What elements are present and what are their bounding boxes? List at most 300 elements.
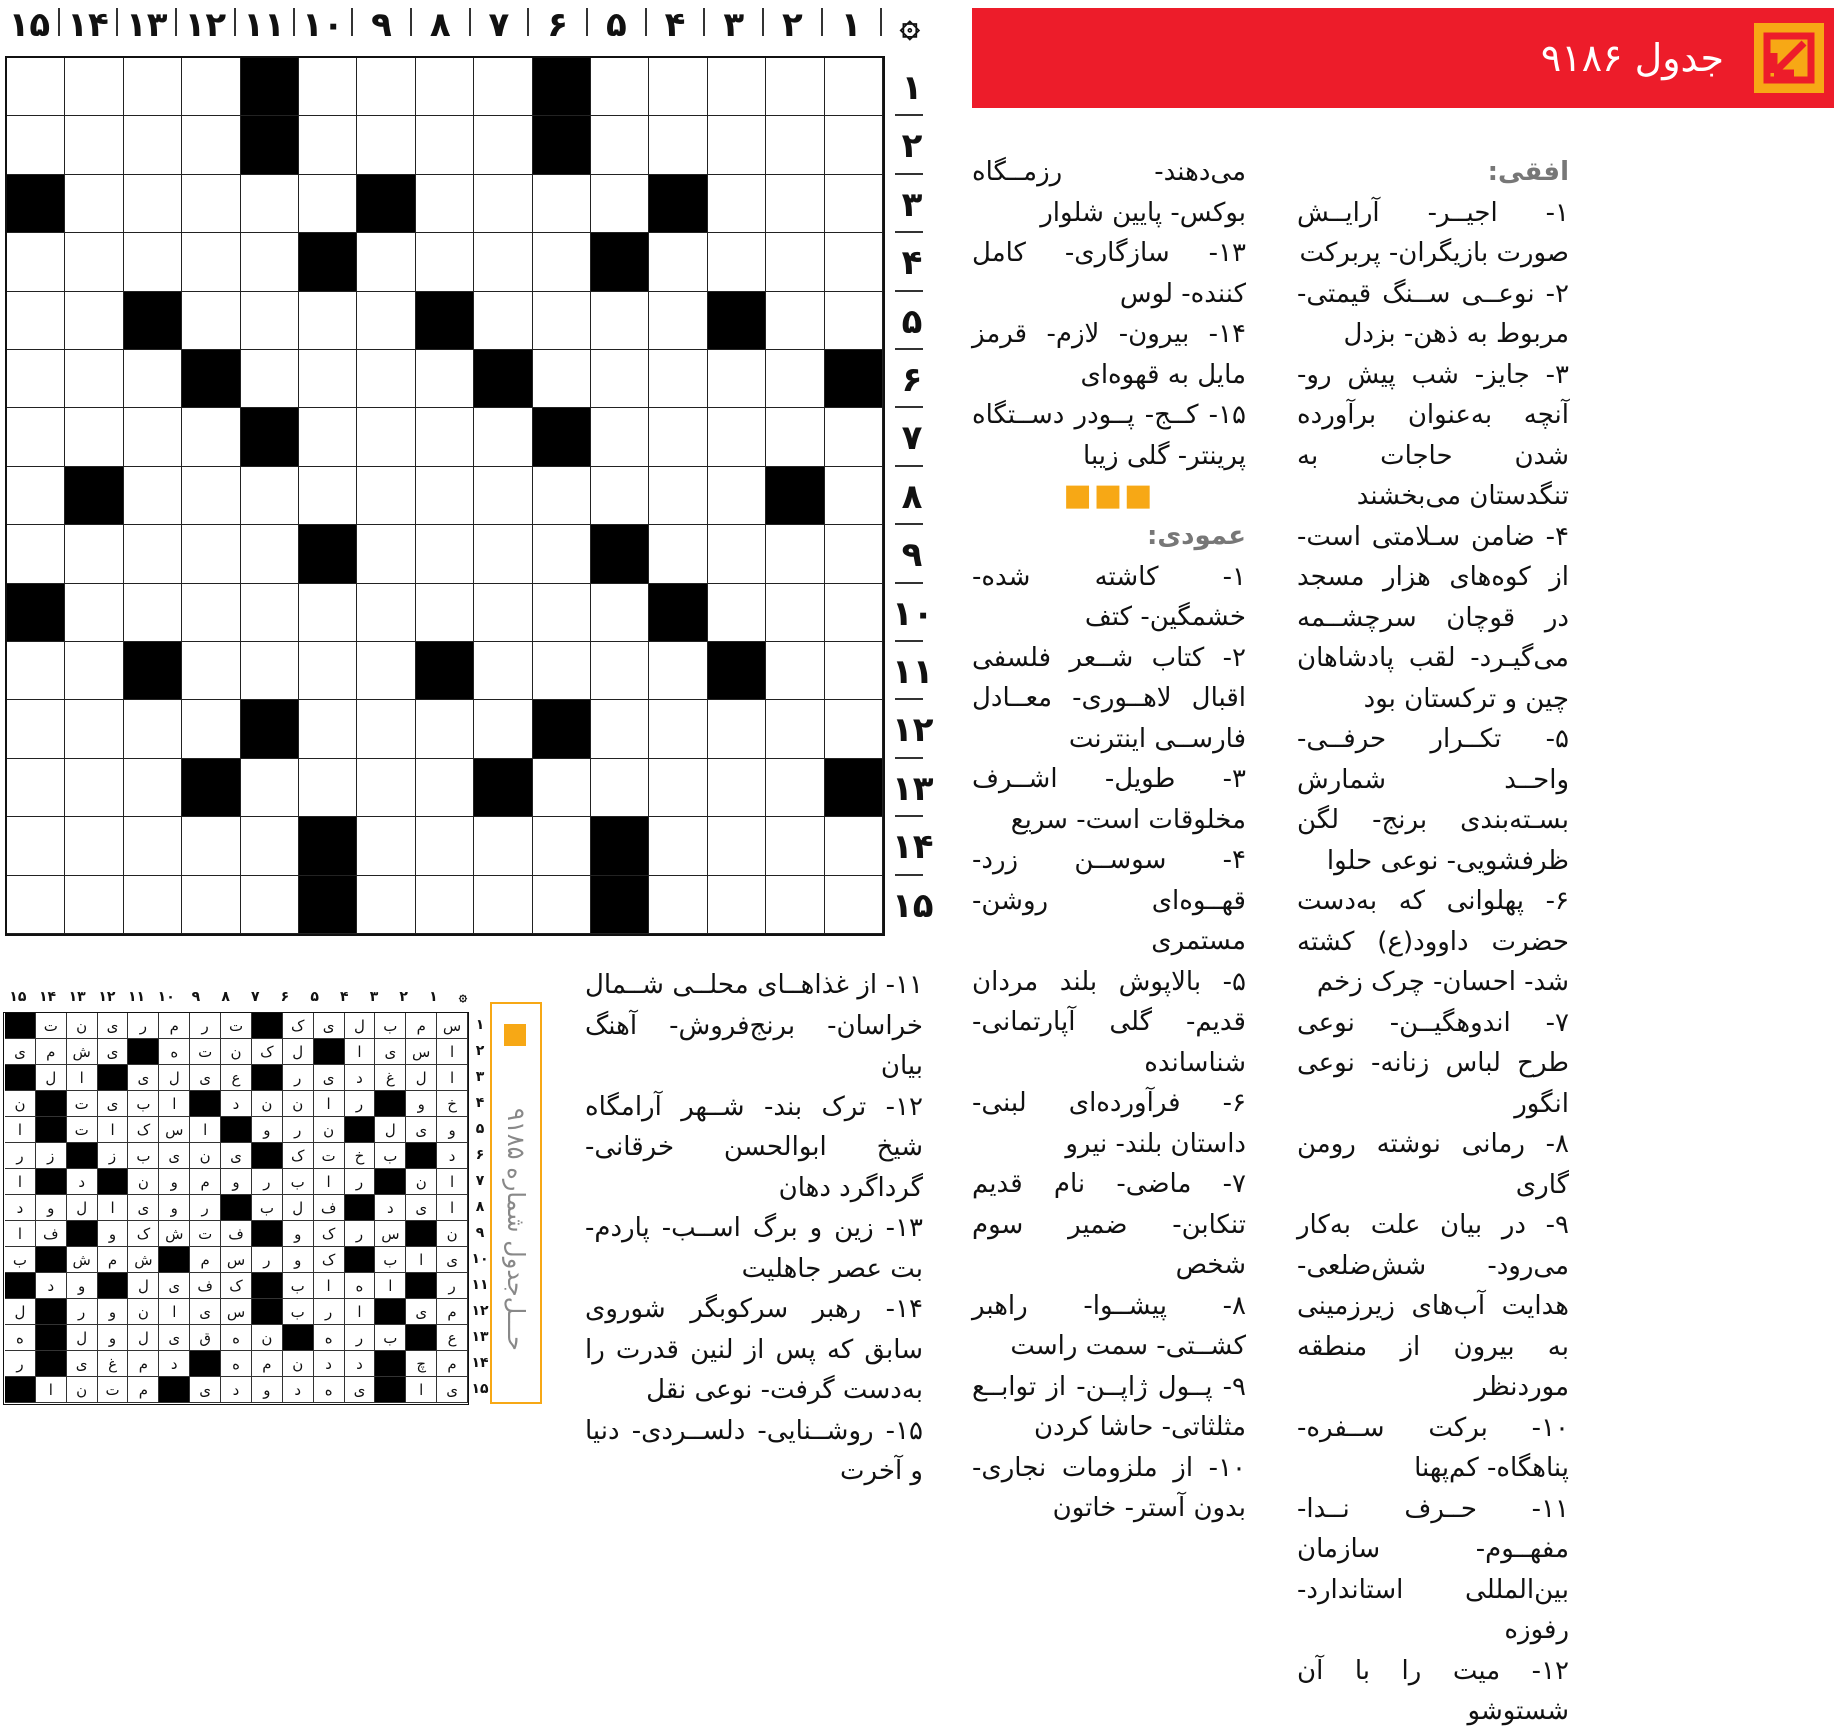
grid-cell[interactable] <box>766 584 824 642</box>
grid-cell[interactable] <box>357 759 415 817</box>
grid-cell[interactable] <box>7 350 65 408</box>
clue: ۵- بالاپوش بلند مردان قدیم- گلی آپارتمانی- شناسانده <box>972 966 1246 1078</box>
grid-cell[interactable] <box>182 642 240 700</box>
grid-cell[interactable] <box>7 292 65 350</box>
solution-cell: ا <box>98 1117 129 1143</box>
grid-cell[interactable] <box>766 525 824 583</box>
grid-cell[interactable] <box>533 817 591 875</box>
grid-cell[interactable] <box>299 116 357 174</box>
grid-cell[interactable] <box>7 700 65 758</box>
grid-cell[interactable] <box>825 292 883 350</box>
grid-cell[interactable] <box>825 116 883 174</box>
grid-cell[interactable] <box>241 876 299 934</box>
grid-cell[interactable] <box>357 116 415 174</box>
solution-black-cell <box>375 1169 406 1195</box>
grid-cell[interactable] <box>7 876 65 934</box>
grid-cell[interactable] <box>591 642 649 700</box>
solution-cell: ن <box>283 1091 314 1117</box>
grid-cell[interactable] <box>474 116 532 174</box>
grid-cell[interactable] <box>825 584 883 642</box>
grid-cell[interactable] <box>299 350 357 408</box>
grid-cell[interactable] <box>357 584 415 642</box>
grid-cell[interactable] <box>124 700 182 758</box>
column-number: ۱ <box>840 5 862 45</box>
column-number: ۱۴ <box>67 5 109 45</box>
grid-cell[interactable] <box>416 584 474 642</box>
column-number: ۹ <box>371 5 392 45</box>
grid-cell[interactable] <box>65 817 123 875</box>
black-cell <box>7 175 65 233</box>
solution-cell: ی <box>159 1325 190 1351</box>
grid-cell[interactable] <box>708 817 766 875</box>
grid-cell[interactable] <box>649 876 707 934</box>
solution-cell: ب <box>283 1299 314 1325</box>
row-separator <box>895 698 923 700</box>
clue: ۱- اجیــر- آرایــش صورت بازیگران- پربرکت <box>1297 197 1569 268</box>
solution-cell: ت <box>221 1013 252 1039</box>
black-cell <box>533 700 591 758</box>
grid-cell[interactable] <box>474 525 532 583</box>
grid-cell[interactable] <box>591 408 649 466</box>
grid-cell[interactable] <box>124 116 182 174</box>
solution-cell: ب <box>375 1247 406 1273</box>
grid-cell[interactable] <box>357 525 415 583</box>
grid-cell[interactable] <box>357 817 415 875</box>
grid-cell[interactable] <box>65 58 123 116</box>
grid-cell[interactable] <box>766 350 824 408</box>
grid-cell[interactable] <box>591 700 649 758</box>
grid-cell[interactable] <box>182 408 240 466</box>
solution-cell: ک <box>128 1221 159 1247</box>
solution-black-cell <box>221 1195 252 1221</box>
grid-cell[interactable] <box>591 292 649 350</box>
grid-cell[interactable] <box>182 175 240 233</box>
grid-cell[interactable] <box>65 876 123 934</box>
grid-cell[interactable] <box>7 408 65 466</box>
black-cell <box>533 116 591 174</box>
black-cell <box>124 292 182 350</box>
solution-cell: ر <box>345 1091 376 1117</box>
clue: ۱۳- زین و برگ اســب- پاردم- بت عصر جاهلیت <box>585 1213 923 1284</box>
grid-cell[interactable] <box>7 642 65 700</box>
grid-cell[interactable] <box>182 700 240 758</box>
grid-cell[interactable] <box>766 233 824 291</box>
grid-cell[interactable] <box>65 642 123 700</box>
grid-cell[interactable] <box>357 700 415 758</box>
grid-cell[interactable] <box>533 525 591 583</box>
grid-cell[interactable] <box>474 876 532 934</box>
grid-cell[interactable] <box>299 467 357 525</box>
grid-cell[interactable] <box>533 759 591 817</box>
column-number: ۱۳ <box>125 5 168 45</box>
grid-cell[interactable] <box>241 817 299 875</box>
solution-cell: ی <box>98 1091 129 1117</box>
grid-cell[interactable] <box>416 350 474 408</box>
grid-cell[interactable] <box>357 292 415 350</box>
solution-cell: ر <box>345 1325 376 1351</box>
grid-cell[interactable] <box>299 292 357 350</box>
grid-cell[interactable] <box>533 175 591 233</box>
grid-cell[interactable] <box>241 642 299 700</box>
grid-cell[interactable] <box>65 759 123 817</box>
grid-cell[interactable] <box>7 817 65 875</box>
black-cell <box>708 292 766 350</box>
solution-cell: ا <box>345 1299 376 1325</box>
grid-cell[interactable] <box>416 525 474 583</box>
solution-black-cell <box>345 1117 376 1143</box>
grid-cell[interactable] <box>591 350 649 408</box>
grid-cell[interactable] <box>708 408 766 466</box>
grid-cell[interactable] <box>825 175 883 233</box>
grid-cell[interactable] <box>241 759 299 817</box>
grid-cell[interactable] <box>182 116 240 174</box>
solution-cell: م <box>128 1351 159 1377</box>
grid-cell[interactable] <box>357 408 415 466</box>
grid-cell[interactable] <box>474 175 532 233</box>
grid-cell[interactable] <box>708 350 766 408</box>
grid-cell[interactable] <box>708 876 766 934</box>
solution-cell: د <box>67 1169 98 1195</box>
solution-cell: ن <box>252 1325 283 1351</box>
grid-cell[interactable] <box>299 175 357 233</box>
solution-cell: م <box>437 1299 468 1325</box>
grid-cell[interactable] <box>766 116 824 174</box>
grid-cell[interactable] <box>241 525 299 583</box>
grid-cell[interactable] <box>241 292 299 350</box>
solution-black-cell <box>36 1247 67 1273</box>
grid-cell[interactable] <box>65 350 123 408</box>
grid-cell[interactable] <box>649 642 707 700</box>
grid-cell[interactable] <box>357 467 415 525</box>
grid-cell[interactable] <box>182 58 240 116</box>
clue: ۲- کتاب شــعر فلسفی اقبال لاهــوری- معــادل فارســی اینترنت <box>972 642 1246 754</box>
grid-cell[interactable] <box>766 408 824 466</box>
grid-cell[interactable] <box>825 408 883 466</box>
grid-cell[interactable] <box>65 525 123 583</box>
solution-cell: ب <box>375 1013 406 1039</box>
grid-cell[interactable] <box>825 467 883 525</box>
grid-cell[interactable] <box>825 58 883 116</box>
row-number: ۸ <box>901 476 923 517</box>
solution-cell: ر <box>345 1169 376 1195</box>
grid-cell[interactable] <box>416 817 474 875</box>
grid-cell[interactable] <box>416 700 474 758</box>
grid-cell[interactable] <box>357 233 415 291</box>
grid-cell[interactable] <box>649 350 707 408</box>
grid-cell[interactable] <box>124 584 182 642</box>
grid-cell[interactable] <box>241 233 299 291</box>
solution-cell: ل <box>283 1195 314 1221</box>
grid-cell[interactable] <box>299 759 357 817</box>
grid-cell[interactable] <box>649 58 707 116</box>
solution-cell: د <box>437 1143 468 1169</box>
solution-cell: ی <box>128 1065 159 1091</box>
grid-cell[interactable] <box>474 642 532 700</box>
clue: ۱- کاشته شده- خشمگین- کتف <box>972 561 1246 632</box>
solution-cell: ا <box>67 1065 98 1091</box>
grid-cell[interactable] <box>825 817 883 875</box>
grid-cell[interactable] <box>591 116 649 174</box>
grid-cell[interactable] <box>7 467 65 525</box>
column-number: ۱۰ <box>302 5 344 45</box>
solution-cell: د <box>221 1091 252 1117</box>
solution-cell: س <box>375 1221 406 1247</box>
grid-cell[interactable] <box>766 292 824 350</box>
solution-cell: د <box>221 1377 252 1403</box>
grid-cell[interactable] <box>299 700 357 758</box>
grid-cell[interactable] <box>825 525 883 583</box>
grid-cell[interactable] <box>766 700 824 758</box>
grid-cell[interactable] <box>65 116 123 174</box>
grid-cell[interactable] <box>533 467 591 525</box>
grid-cell[interactable] <box>124 408 182 466</box>
grid-cell[interactable] <box>124 759 182 817</box>
grid-cell[interactable] <box>708 700 766 758</box>
grid-cell[interactable] <box>474 233 532 291</box>
grid-cell[interactable] <box>474 700 532 758</box>
solution-black-cell <box>36 1325 67 1351</box>
grid-cell[interactable] <box>357 58 415 116</box>
black-cell <box>474 350 532 408</box>
grid-cell[interactable] <box>649 817 707 875</box>
grid-cell[interactable] <box>825 700 883 758</box>
solution-cell: م <box>98 1247 129 1273</box>
grid-cell[interactable] <box>825 233 883 291</box>
grid-cell[interactable] <box>708 175 766 233</box>
solution-column-number: ۹ <box>191 989 201 1005</box>
solution-cell: ر <box>437 1273 468 1299</box>
grid-cell[interactable] <box>416 233 474 291</box>
grid-cell[interactable] <box>591 58 649 116</box>
grid-cell[interactable] <box>766 759 824 817</box>
solution-cell: س <box>437 1013 468 1039</box>
grid-cell[interactable] <box>533 876 591 934</box>
solution-column-number: ۷ <box>250 989 260 1005</box>
grid-cell[interactable] <box>357 350 415 408</box>
grid-cell[interactable] <box>357 876 415 934</box>
grid-cell[interactable] <box>182 817 240 875</box>
grid-cell[interactable] <box>124 233 182 291</box>
solution-cell: ا <box>5 1169 36 1195</box>
solution-black-cell <box>221 1117 252 1143</box>
solution-black-cell <box>36 1351 67 1377</box>
column-separator <box>880 8 882 36</box>
column-separator <box>293 8 295 36</box>
grid-cell[interactable] <box>124 525 182 583</box>
solution-cell: چ <box>406 1351 437 1377</box>
grid-cell[interactable] <box>65 408 123 466</box>
grid-cell[interactable] <box>124 175 182 233</box>
grid-cell[interactable] <box>299 584 357 642</box>
solution-black-cell <box>345 1195 376 1221</box>
solution-cell: ز <box>36 1143 67 1169</box>
solution-row-number: ۳ <box>475 1069 485 1085</box>
grid-cell[interactable] <box>474 817 532 875</box>
solution-black-cell <box>190 1091 221 1117</box>
grid-cell[interactable] <box>65 584 123 642</box>
grid-cell[interactable] <box>182 467 240 525</box>
solution-column-number: ۱۴ <box>38 989 57 1005</box>
grid-cell[interactable] <box>182 584 240 642</box>
grid-cell[interactable] <box>474 467 532 525</box>
grid-cell[interactable] <box>533 642 591 700</box>
row-number: ۱۱ <box>892 652 934 692</box>
solution-row-number: ۵ <box>475 1121 485 1137</box>
grid-cell[interactable] <box>299 408 357 466</box>
column-number: ۱۱ <box>243 5 285 45</box>
grid-cell[interactable] <box>182 233 240 291</box>
row-number: ۷ <box>901 418 923 459</box>
grid-cell[interactable] <box>649 233 707 291</box>
grid-cell[interactable] <box>708 116 766 174</box>
solution-cell: ب <box>5 1247 36 1273</box>
solution-cell: ا <box>98 1195 129 1221</box>
grid-cell[interactable] <box>708 467 766 525</box>
solution-column-number: ۱۰ <box>157 989 175 1005</box>
black-cell <box>708 642 766 700</box>
grid-cell[interactable] <box>241 584 299 642</box>
black-cell <box>299 817 357 875</box>
grid-cell[interactable] <box>65 233 123 291</box>
solution-cell: ی <box>345 1377 376 1403</box>
grid-cell[interactable] <box>825 876 883 934</box>
solution-cell: ا <box>5 1117 36 1143</box>
grid-cell[interactable] <box>766 817 824 875</box>
grid-cell[interactable] <box>65 700 123 758</box>
grid-cell[interactable] <box>825 642 883 700</box>
grid-cell[interactable] <box>416 467 474 525</box>
puzzle-header <box>972 8 1834 108</box>
grid-cell[interactable] <box>533 233 591 291</box>
grid-cell[interactable] <box>416 876 474 934</box>
grid-cell[interactable] <box>124 467 182 525</box>
solution-black-cell <box>375 1299 406 1325</box>
black-cell <box>591 525 649 583</box>
grid-cell[interactable] <box>474 58 532 116</box>
column-number: ۞ <box>899 5 920 45</box>
solution-cell: ف <box>190 1273 221 1299</box>
solution-cell: ز <box>98 1143 129 1169</box>
grid-cell[interactable] <box>708 233 766 291</box>
solution-cell: ت <box>190 1039 221 1065</box>
grid-cell[interactable] <box>591 467 649 525</box>
grid-cell[interactable] <box>649 700 707 758</box>
solution-cell: ک <box>221 1273 252 1299</box>
solution-label-box <box>490 1002 542 1404</box>
grid-cell[interactable] <box>124 876 182 934</box>
column-number: ۱۲ <box>184 5 227 45</box>
grid-cell[interactable] <box>591 584 649 642</box>
grid-cell[interactable] <box>241 175 299 233</box>
grid-cell[interactable] <box>474 584 532 642</box>
grid-cell[interactable] <box>241 350 299 408</box>
solution-cell: ا <box>190 1117 221 1143</box>
grid-cell[interactable] <box>65 175 123 233</box>
solution-row-number: ۸ <box>475 1199 485 1215</box>
grid-cell[interactable] <box>7 759 65 817</box>
row-number: ۱۰ <box>892 593 934 634</box>
crossword-grid <box>5 56 885 936</box>
grid-cell[interactable] <box>533 350 591 408</box>
grid-cell[interactable] <box>591 175 649 233</box>
solution-row-number: ۱ <box>475 1017 485 1033</box>
grid-cell[interactable] <box>649 292 707 350</box>
black-cell <box>241 408 299 466</box>
column-numbers <box>0 0 935 50</box>
grid-cell[interactable] <box>766 876 824 934</box>
grid-cell[interactable] <box>766 175 824 233</box>
grid-cell[interactable] <box>416 58 474 116</box>
grid-cell[interactable] <box>474 408 532 466</box>
grid-cell[interactable] <box>7 116 65 174</box>
grid-cell[interactable] <box>591 759 649 817</box>
solution-black-cell <box>375 1377 406 1403</box>
solution-cell: ل <box>128 1325 159 1351</box>
solution-row-number: ۱۱ <box>471 1277 489 1293</box>
grid-cell[interactable] <box>182 292 240 350</box>
solution-cell: ک <box>283 1013 314 1039</box>
grid-cell[interactable] <box>766 642 824 700</box>
grid-cell[interactable] <box>241 467 299 525</box>
puzzle-title: جدول ۹۱۸۶ <box>1540 36 1724 80</box>
row-separator <box>895 815 923 817</box>
grid-cell[interactable] <box>649 467 707 525</box>
grid-cell[interactable] <box>533 584 591 642</box>
solution-cell: ت <box>190 1221 221 1247</box>
solution-column-number: ۞ <box>458 989 468 1005</box>
grid-cell[interactable] <box>182 876 240 934</box>
grid-cell[interactable] <box>299 642 357 700</box>
solution-cell: ا <box>159 1299 190 1325</box>
solution-black-cell <box>98 1169 129 1195</box>
solution-cell: و <box>252 1117 283 1143</box>
grid-cell[interactable] <box>708 584 766 642</box>
grid-cell[interactable] <box>124 350 182 408</box>
solution-cell: ی <box>98 1013 129 1039</box>
grid-cell[interactable] <box>299 58 357 116</box>
grid-cell[interactable] <box>708 525 766 583</box>
solution-cell: ی <box>406 1117 437 1143</box>
grid-cell[interactable] <box>416 116 474 174</box>
grid-cell[interactable] <box>65 292 123 350</box>
grid-cell[interactable] <box>649 525 707 583</box>
grid-cell[interactable] <box>708 58 766 116</box>
grid-cell[interactable] <box>649 116 707 174</box>
solution-column-numbers <box>0 985 470 1009</box>
solution-cell: د <box>283 1377 314 1403</box>
grid-cell[interactable] <box>124 817 182 875</box>
grid-cell[interactable] <box>7 525 65 583</box>
clue: ۱۵- کــج- پــودر دســتگاه پرینتر- گلی زیبا <box>972 400 1246 471</box>
grid-cell[interactable] <box>124 58 182 116</box>
grid-cell[interactable] <box>766 58 824 116</box>
grid-cell[interactable] <box>416 759 474 817</box>
grid-cell[interactable] <box>7 58 65 116</box>
solution-cell: د <box>345 1065 376 1091</box>
grid-cell[interactable] <box>708 759 766 817</box>
grid-cell[interactable] <box>474 292 532 350</box>
grid-cell[interactable] <box>533 292 591 350</box>
grid-cell[interactable] <box>7 233 65 291</box>
grid-cell[interactable] <box>182 525 240 583</box>
grid-cell[interactable] <box>649 759 707 817</box>
solution-black-cell <box>5 1065 36 1091</box>
grid-cell[interactable] <box>416 408 474 466</box>
grid-cell[interactable] <box>357 642 415 700</box>
grid-cell[interactable] <box>416 175 474 233</box>
column-number: ۵ <box>605 5 627 45</box>
grid-cell[interactable] <box>649 408 707 466</box>
